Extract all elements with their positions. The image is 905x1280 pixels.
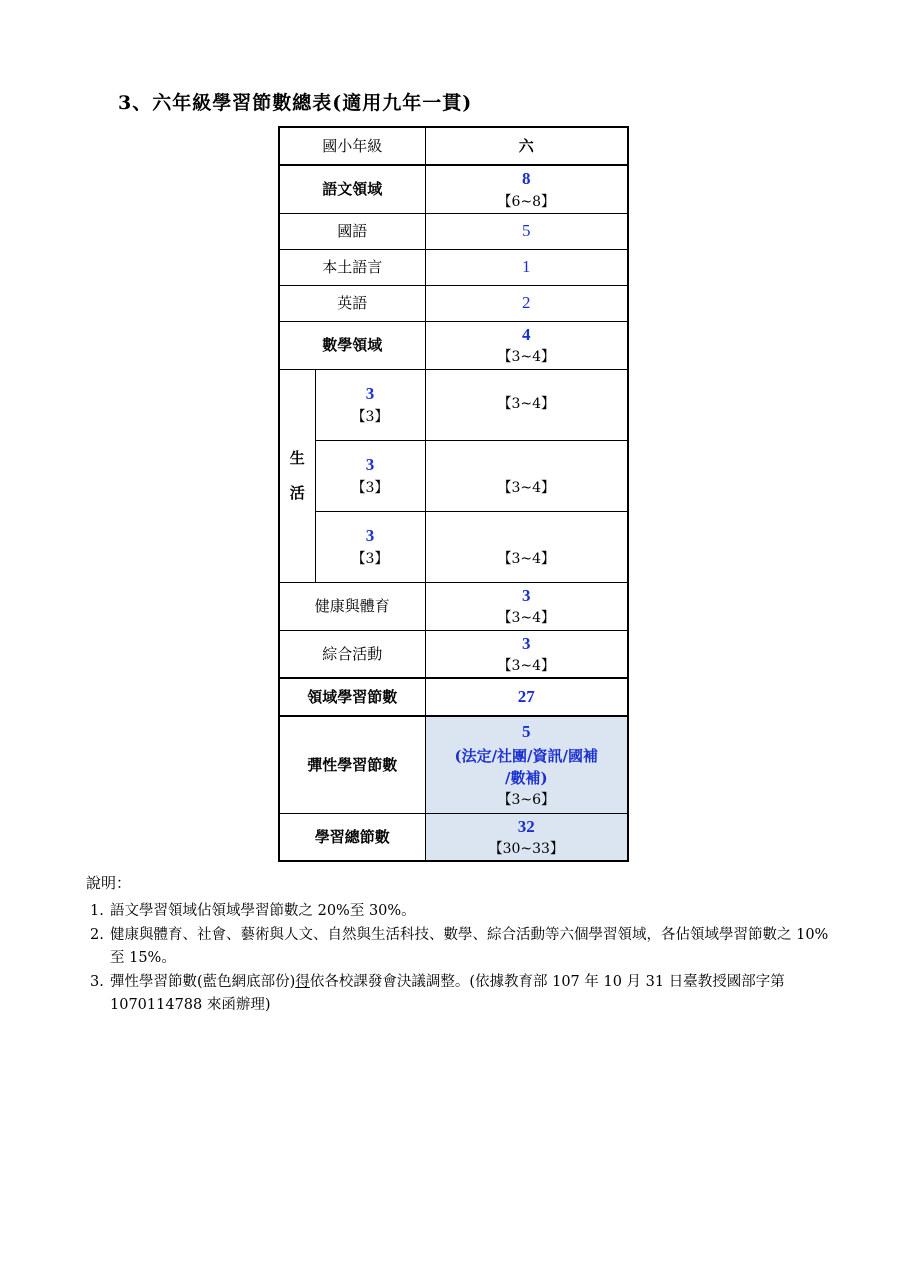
table-row-flexible — [279, 716, 628, 813]
table-row-life-3 — [279, 511, 628, 582]
life-sub-cell-2 — [315, 440, 425, 511]
math-range: 【3~4】 — [497, 349, 556, 366]
life-sub-cell-1 — [315, 369, 425, 440]
language-range: 【6~8】 — [497, 193, 556, 210]
life-sub-2: 【3】 — [351, 479, 389, 496]
english-label: 英語 — [279, 285, 425, 321]
native-label: 本土語言 — [279, 249, 425, 285]
grade-label: 國小年級 — [279, 127, 425, 165]
table-row-grand-total — [279, 813, 628, 861]
table-row-language — [279, 165, 628, 213]
flexible-detail-2: /數補) — [504, 769, 548, 787]
notes-list — [90, 900, 830, 1018]
note-item-3 — [90, 971, 830, 1016]
note-text-1: 語文學習領域佔領域學習節數之 20%至 30%。 — [110, 903, 416, 919]
table-row-health — [279, 582, 628, 630]
language-value: 8 — [522, 169, 531, 188]
integrative-value: 3 — [522, 633, 531, 653]
note-number-2: 2. — [90, 927, 104, 944]
note-number-3: 3. — [90, 974, 104, 991]
table-row-math — [279, 321, 628, 369]
life-range-1: 【3~4】 — [425, 369, 628, 440]
integrative-label: 綜合活動 — [279, 630, 425, 678]
grand-total-cell — [425, 813, 628, 861]
note-number-1: 1. — [90, 903, 104, 919]
note-text-2: 健康與體育、社會、藝術與人文、自然與生活科技、數學、綜合活動等六個學習領域，各佔領域學習節數之 10%至 15%。 — [110, 927, 829, 966]
table-row-native — [279, 249, 628, 285]
life-sub-1: 【3】 — [351, 408, 389, 425]
table-row-integrative — [279, 630, 628, 678]
native-value: 1 — [425, 249, 628, 285]
grand-total-range: 【30~33】 — [488, 841, 564, 857]
flexible-range: 【3~6】 — [497, 791, 556, 808]
life-value-1: 3 — [365, 384, 375, 404]
life-label — [279, 369, 315, 582]
health-range: 【3~4】 — [497, 610, 556, 627]
grade-value: 六 — [425, 127, 628, 165]
life-range-3: 【3~4】 — [425, 511, 628, 582]
note-text-3 — [110, 971, 830, 1016]
table-row-life-1 — [279, 369, 628, 440]
health-cell — [425, 582, 628, 630]
note-text-3-underline: 得 — [295, 974, 310, 991]
integrative-cell — [425, 630, 628, 678]
table-row-domain-total — [279, 678, 628, 716]
life-value-2: 3 — [365, 455, 375, 475]
table-row-life-2 — [279, 440, 628, 511]
language-label: 語文領域 — [279, 165, 425, 213]
flexible-detail-1: (法定/社團/資訊/國補 — [454, 746, 599, 765]
integrative-range: 【3~4】 — [497, 658, 556, 674]
health-label: 健康與體育 — [279, 582, 425, 630]
domain-total-label: 領域學習節數 — [279, 678, 425, 716]
life-range-2: 【3~4】 — [425, 440, 628, 511]
life-sub-3: 【3】 — [351, 550, 389, 567]
life-label-char-1: 生 — [289, 449, 305, 467]
math-cell — [425, 321, 628, 369]
table-row-english — [279, 285, 628, 321]
note-item-1 — [90, 900, 830, 922]
table-row-grade — [279, 127, 628, 165]
flexible-value: 5 — [522, 722, 531, 741]
domain-total-value: 27 — [425, 678, 628, 716]
table-row-mandarin — [279, 213, 628, 249]
health-value: 3 — [522, 585, 531, 605]
flexible-label: 彈性學習節數 — [279, 716, 425, 813]
note-item-2 — [90, 924, 830, 969]
flexible-cell — [425, 716, 628, 813]
grand-total-value: 32 — [517, 816, 535, 836]
note-text-3-pre: 彈性學習節數(藍色網底部份) — [110, 974, 296, 991]
notes-heading: 說明： — [86, 874, 132, 892]
language-cell — [425, 165, 628, 213]
schedule-table — [278, 126, 629, 862]
life-value-3: 3 — [365, 526, 375, 546]
math-value: 4 — [522, 324, 531, 344]
mandarin-label: 國語 — [279, 213, 425, 249]
note-text-3-post: 依各校課發會決議調整。(依據教育部 107 年 10 月 31 日臺教授國部字第 1070114788 來函辦理) — [110, 974, 785, 1013]
life-label-char-2: 活 — [289, 483, 305, 502]
life-sub-cell-3 — [315, 511, 425, 582]
math-label: 數學領域 — [279, 321, 425, 369]
mandarin-value: 5 — [425, 213, 628, 249]
grand-total-label: 學習總節數 — [279, 813, 425, 861]
english-value: 2 — [425, 285, 628, 321]
page-title: 3、六年級學習節數總表(適用九年一貫) — [118, 92, 473, 114]
